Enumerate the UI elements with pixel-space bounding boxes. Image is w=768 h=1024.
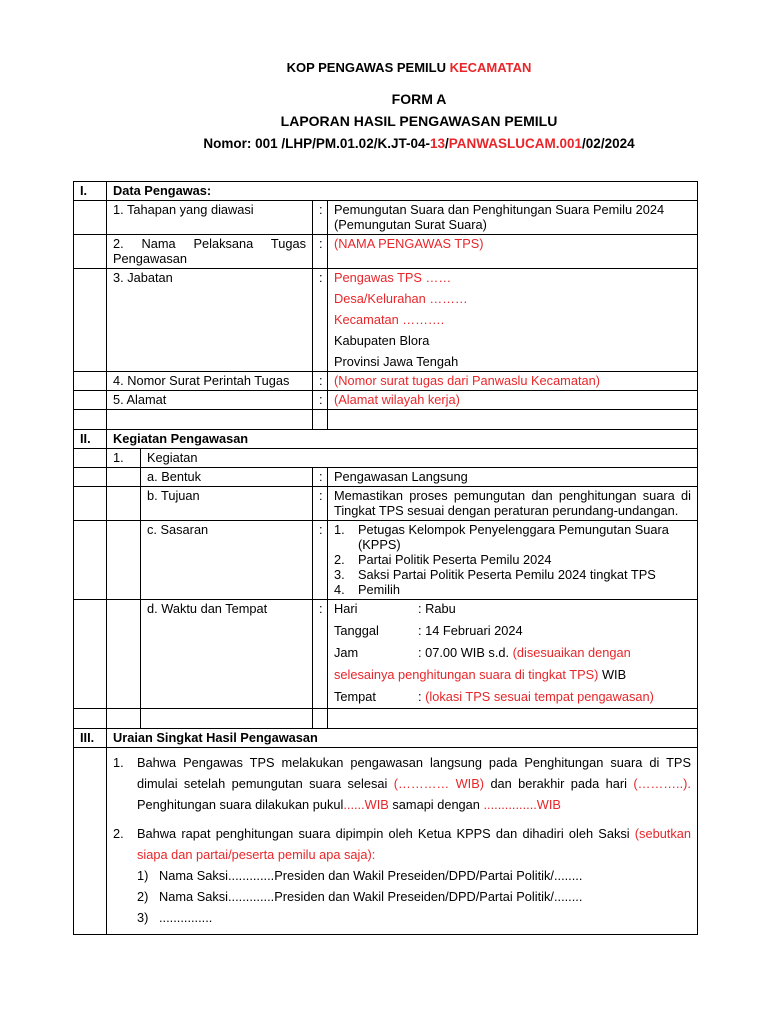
- value-waktu-tempat: [328, 600, 698, 709]
- row-tahapan: 1. Tahapan yang diawasi : Pemungutan Suara dan Penghitungan Suara Pemilu 2024 (Pemungutan Surat Suara): [74, 201, 698, 235]
- kegiatan-title: Kegiatan: [141, 449, 698, 468]
- tempat-line: Tempat : (lokasi TPS sesuai tempat pengawasan): [334, 689, 654, 704]
- uraian-content: [107, 748, 698, 935]
- report-form: [73, 181, 698, 935]
- label-jabatan: 3. Jabatan: [107, 269, 313, 372]
- section-3-header: III. Uraian Singkat Hasil Pengawasan: [74, 729, 698, 748]
- value-alamat: (Alamat wilayah kerja): [328, 391, 698, 410]
- row-waktu-tempat: d. Waktu dan Tempat : Hari : Rabu Tanggal : 14 Februari 2024 Jam : 07.00 WIB s.d. (disesuaikan dengan selesainya penghitungan suara di tingkat TPS) WIB Tempat : (lokasi TPS sesuai tempat pengawasan): [74, 600, 698, 709]
- list-item: 2. Partai Politik Peserta Pemilu 2024: [334, 552, 552, 567]
- value-nomor-surat: (Nomor surat tugas dari Panwaslu Kecamatan): [328, 372, 698, 391]
- value-sasaran: [328, 521, 698, 600]
- label-waktu-tempat: d. Waktu dan Tempat: [141, 600, 313, 709]
- value-tujuan: Memastikan proses pemungutan dan penghitungan suara di Tingkat TPS sesuai dengan peraturan perundang-undangan.: [328, 487, 698, 521]
- report-title: LAPORAN HASIL PENGAWASAN PEMILU: [280, 113, 558, 129]
- saksi-item: 1) Nama Saksi.............Presiden dan Wakil Preseiden/DPD/Partai Politik/........: [137, 868, 583, 883]
- sasaran-list: [334, 522, 691, 597]
- saksi-item: 3) ...............: [137, 910, 213, 925]
- label-tujuan: b. Tujuan: [141, 487, 313, 521]
- value-tahapan: Pemungutan Suara dan Penghitungan Suara Pemilu 2024 (Pemungutan Surat Suara): [328, 201, 698, 235]
- row-alamat: 5. Alamat : (Alamat wilayah kerja): [74, 391, 698, 410]
- label-sasaran: c. Sasaran: [141, 521, 313, 600]
- row-kegiatan: [74, 449, 698, 468]
- kop-header: KOP PENGAWAS PEMILU KECAMATAN: [286, 60, 532, 75]
- form-title: FORM A: [391, 91, 447, 107]
- list-item: 3. Saksi Partai Politik Peserta Pemilu 2024 tingkat TPS: [334, 567, 656, 582]
- list-item: 1. Petugas Kelompok Penyelenggara Pemungutan Suara (KPPS): [334, 522, 669, 552]
- section-2-title: Kegiatan Pengawasan: [107, 430, 698, 449]
- section-1-title: Data Pengawas:: [107, 182, 698, 201]
- saksi-item: 2) Nama Saksi.............Presiden dan Wakil Preseiden/DPD/Partai Politik/........: [137, 889, 583, 904]
- row-nama-pelaksana: 2. Nama Pelaksana Tugas Pengawasan : (NAMA PENGAWAS TPS): [74, 235, 698, 269]
- row-jabatan: 3. Jabatan : Pengawas TPS …… Desa/Kelurahan ……… Kecamatan ………. Kabupaten Blora Provinsi Jawa Tengah: [74, 269, 698, 372]
- tanggal-line: Tanggal : 14 Februari 2024: [334, 623, 523, 638]
- report-table: [73, 181, 698, 935]
- label-alamat: 5. Alamat: [107, 391, 313, 410]
- spacer-row: [74, 410, 698, 430]
- value-jabatan: Pengawas TPS …… Desa/Kelurahan ……… Kecamatan ………. Kabupaten Blora Provinsi Jawa Tengah: [328, 269, 698, 372]
- section-3-title: Uraian Singkat Hasil Pengawasan: [107, 729, 698, 748]
- spacer-row: [74, 709, 698, 729]
- section-1-header: I. Data Pengawas:: [74, 182, 698, 201]
- jam-line-2: selesainya penghitungan suara di tingkat TPS) WIB: [334, 667, 627, 682]
- label-nama-pelaksana: 2. Nama Pelaksana Tugas Pengawasan: [107, 235, 313, 269]
- row-tujuan: b. Tujuan : Memastikan proses pemungutan dan penghitungan suara di Tingkat TPS sesuai dengan peraturan perundang-undangan.: [74, 487, 698, 521]
- row-uraian: [74, 748, 698, 935]
- value-nama-pelaksana: (NAMA PENGAWAS TPS): [328, 235, 698, 269]
- label-tahapan: 1. Tahapan yang diawasi: [107, 201, 313, 235]
- label-nomor-surat: 4. Nomor Surat Perintah Tugas: [107, 372, 313, 391]
- row-nomor-surat: 4. Nomor Surat Perintah Tugas : (Nomor surat tugas dari Panwaslu Kecamatan): [74, 372, 698, 391]
- uraian-point-1: 1. Bahwa Pengawas TPS melakukan pengawasan langsung pada Penghitungan suara di TPS dimulai setelah pemungutan suara selesai (………… WIB) dan berakhir pada hari (………..). Penghitungan suara dilakukan pukul......WIB samapi dengan ...............WIB: [113, 755, 691, 812]
- label-bentuk: a. Bentuk: [141, 468, 313, 487]
- jam-line: Jam : 07.00 WIB s.d. (disesuaikan dengan: [334, 645, 631, 660]
- value-bentuk: Pengawasan Langsung: [328, 468, 698, 487]
- kegiatan-number: 1.: [107, 449, 141, 468]
- uraian-point-2: 2. Bahwa rapat penghitungan suara dipimpin oleh Ketua KPPS dan dihadiri oleh Saksi (sebutkan siapa dan partai/peserta pemilu apa saja):: [113, 826, 691, 862]
- row-bentuk: a. Bentuk : Pengawasan Langsung: [74, 468, 698, 487]
- section-2-header: II. Kegiatan Pengawasan: [74, 430, 698, 449]
- hari-line: Hari : Rabu: [334, 601, 456, 616]
- row-sasaran: c. Sasaran : 1. Petugas Kelompok Penyelenggara Pemungutan Suara (KPPS) 2. Partai Politik Peserta Pemilu 2024 3. Saksi Partai Politik Peserta Pemilu 2024 tingkat TPS 4. Pemilih: [74, 521, 698, 600]
- list-item: 4. Pemilih: [334, 582, 400, 597]
- document-number: Nomor: 001 /LHP/PM.01.02/K.JT-04-13/PANWASLUCAM.001/02/2024: [203, 136, 635, 151]
